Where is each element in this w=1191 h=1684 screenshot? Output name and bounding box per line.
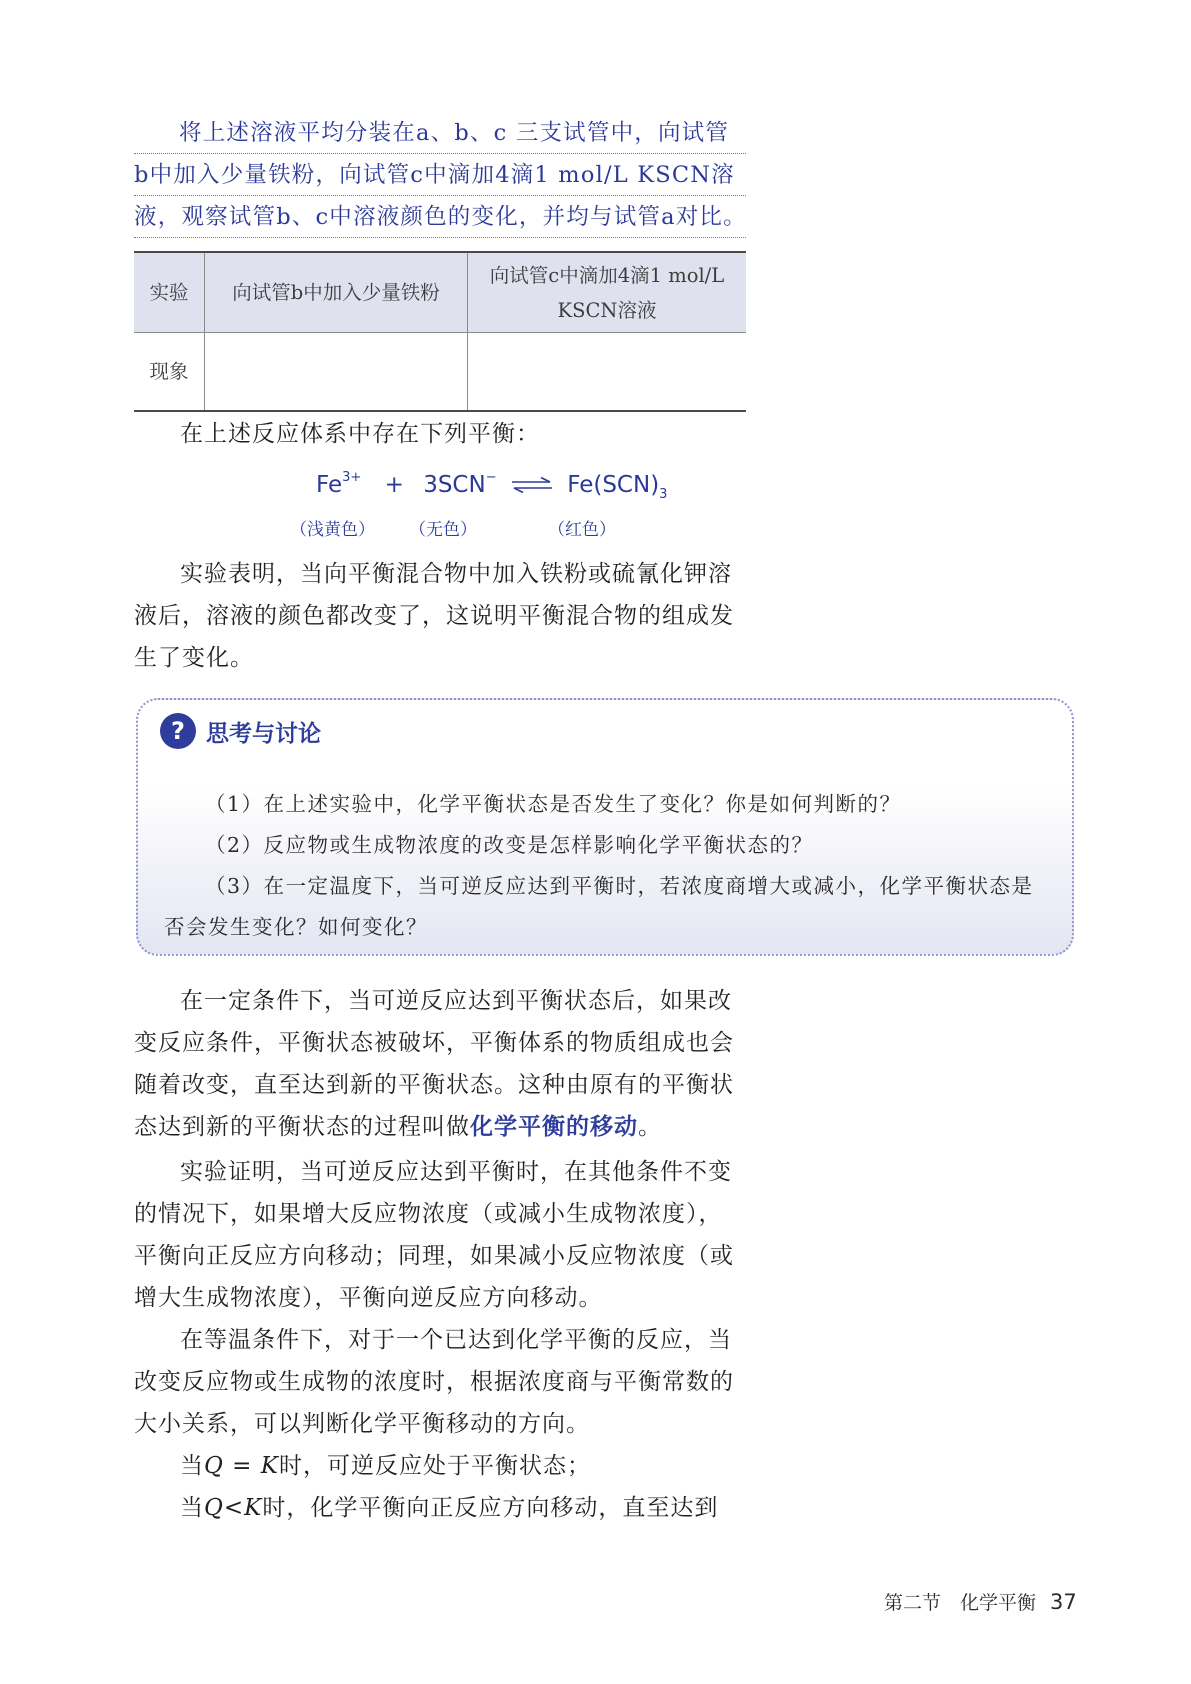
experiment-result-paragraph xyxy=(134,553,746,679)
discussion-box xyxy=(136,698,1074,956)
chemical-equation xyxy=(316,470,667,502)
variable-q: Q xyxy=(204,1453,224,1479)
paragraph-text: 在等温条件下，对于一个已达到化学平衡的反应，当改变反应物或生成物的浓度时，根据浓度商与平衡常数的大小关系，可以判断化学平衡移动的方向。 xyxy=(134,1327,734,1437)
discussion-header xyxy=(160,713,321,749)
reactant-fe: Fe xyxy=(316,472,343,498)
case-less-paragraph xyxy=(134,1487,746,1529)
page-footer xyxy=(884,1588,1077,1615)
product: Fe(SCN) xyxy=(567,472,660,498)
case-equal-paragraph xyxy=(134,1445,746,1487)
charge: − xyxy=(485,470,497,485)
paragraph-text: 在上述反应体系中存在下列平衡： xyxy=(180,421,540,447)
table-cell: 现象 xyxy=(134,333,205,412)
experiment-instructions xyxy=(134,112,746,238)
variable-q: Q xyxy=(204,1495,224,1521)
variable-k: K xyxy=(244,1495,263,1521)
isothermal-paragraph xyxy=(134,1319,746,1445)
discussion-question: （3）在一定温度下，当可逆反应达到平衡时，若浓度商增大或减小，化学平衡状态是否会发生变化？如何变化？ xyxy=(164,874,1034,939)
color-label: （浅黄色） xyxy=(290,520,375,540)
key-term: 化学平衡的移动 xyxy=(470,1114,638,1140)
text-span: 当 xyxy=(180,1453,204,1479)
paragraph-text: 实验表明，当向平衡混合物中加入铁粉或硫氰化钾溶液后，溶液的颜色都改变了，这说明平衡混合物的组成发生了变化。 xyxy=(134,561,734,671)
charge: 3+ xyxy=(342,470,362,485)
paragraph-text xyxy=(134,1487,746,1529)
operator: < xyxy=(223,1495,245,1521)
plus-sign: + xyxy=(384,472,404,498)
text-span: 时，可逆反应处于平衡状态； xyxy=(278,1453,591,1479)
text-span: 在一定条件下，当可逆反应达到平衡状态后，如果改变反应条件，平衡状态被破坏，平衡体系的物质组成也会随着改变，直至达到新的平衡状态。这种由原有的平衡状态达到新的平衡状态的过程叫做 xyxy=(134,988,734,1140)
text-span: 。 xyxy=(638,1114,662,1140)
instruction-line: 将上述溶液平均分装在a、b、c 三支试管中，向试管 xyxy=(134,112,746,154)
color-label: （红色） xyxy=(548,520,616,540)
table-header-cell: 向试管b中加入少量铁粉 xyxy=(205,252,468,333)
color-label: （无色） xyxy=(409,520,477,540)
paragraph-text xyxy=(134,1445,746,1487)
section-title: 第二节 化学平衡 xyxy=(884,1592,1037,1614)
reactant-scn: 3SCN xyxy=(423,472,486,498)
discussion-questions xyxy=(164,784,1054,948)
discussion-question: （2）反应物或生成物浓度的改变是怎样影响化学平衡状态的？ xyxy=(205,833,814,857)
page-number: 37 xyxy=(1050,1590,1077,1614)
question-mark-icon: ? xyxy=(160,713,196,749)
experiment-table xyxy=(134,251,746,412)
paragraph-text: 实验证明，当可逆反应达到平衡时，在其他条件不变的情况下，如果增大反应物浓度（或减小生成物浓度），平衡向正反应方向移动；同理，如果减小反应物浓度（或增大生成物浓度），平衡向逆反应方向移动。 xyxy=(134,1159,734,1311)
variable-k: K xyxy=(260,1453,279,1479)
subscript: 3 xyxy=(659,487,668,502)
operator: = xyxy=(223,1453,261,1479)
table-header-cell: 向试管c中滴加4滴1 mol/L KSCN溶液 xyxy=(468,252,747,333)
equilibrium-arrow-icon xyxy=(510,473,554,499)
balance-intro-paragraph xyxy=(134,413,746,455)
table-row xyxy=(134,252,746,333)
shift-definition-paragraph xyxy=(134,980,746,1148)
table-header-cell: 实验 xyxy=(134,252,205,333)
discussion-title: 思考与讨论 xyxy=(206,720,321,747)
table-cell xyxy=(205,333,468,412)
instruction-line: 液，观察试管b、c中溶液颜色的变化，并均与试管a对比。 xyxy=(134,196,746,238)
text-span: 当 xyxy=(180,1495,204,1521)
proof-paragraph xyxy=(134,1151,746,1319)
table-cell xyxy=(468,333,747,412)
table-row xyxy=(134,333,746,412)
discussion-question: （1）在上述实验中，化学平衡状态是否发生了变化？你是如何判断的？ xyxy=(205,792,902,816)
text-span: 时，化学平衡向正反应方向移动，直至达到 xyxy=(262,1495,719,1521)
paragraph-text xyxy=(134,980,746,1148)
instruction-line: b中加入少量铁粉，向试管c中滴加4滴1 mol/L KSCN溶 xyxy=(134,154,746,196)
